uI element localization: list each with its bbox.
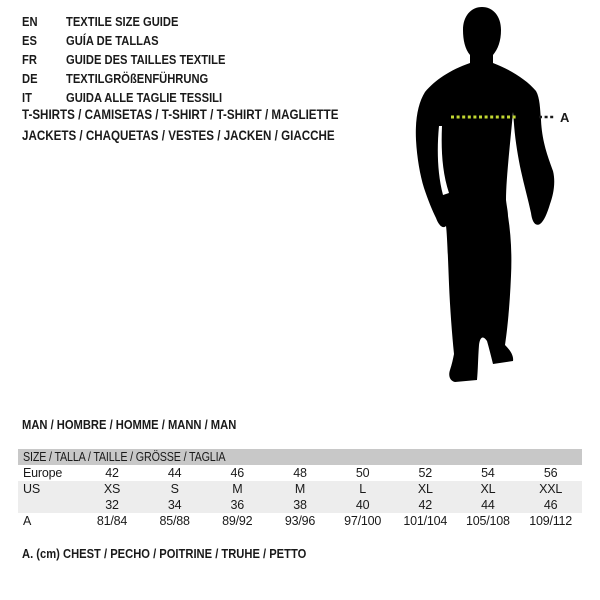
lang-row-en (22, 12, 251, 31)
lang-code-en: EN (22, 14, 38, 29)
cell-europe-8: 56 (543, 466, 558, 480)
table-row-us (18, 481, 582, 497)
cell-num-5: 40 (355, 498, 370, 512)
cell-a-6: 101/104 (403, 514, 448, 528)
cell-a-2: 85/88 (159, 514, 190, 528)
category-line-tshirts: T-SHIRTS / CAMISETAS / T-SHIRT / T-SHIRT / MAGLIETTE (22, 107, 339, 122)
cell-num-8: 46 (543, 498, 558, 512)
cell-us-1: XS (103, 482, 121, 496)
cell-us-2: S (170, 482, 179, 496)
cell-us-5: L (359, 482, 366, 496)
cell-us-6: XL (417, 482, 433, 496)
row-label-us: US (23, 482, 40, 496)
cell-us-4: M (294, 482, 306, 496)
lang-code-es: ES (22, 33, 37, 48)
cell-europe-2: 44 (167, 466, 182, 480)
cell-a-7: 105/108 (466, 514, 510, 528)
lang-code-fr: FR (22, 52, 37, 67)
cell-num-4: 38 (293, 498, 307, 512)
footnote-text: A. (cm) CHEST / PECHO / POITRINE / TRUHE / PETTO (22, 546, 307, 561)
cell-us-7: XL (480, 482, 496, 496)
size-guide-figure (395, 0, 575, 400)
size-table-header: SIZE / TALLA / TAILLE / GRÖSSE / TAGLIA (23, 450, 226, 464)
table-row-europe (18, 465, 582, 481)
category-line-jackets: JACKETS / CHAQUETAS / VESTES / JACKEN / GIACCHE (22, 128, 335, 143)
lang-row-de (22, 69, 251, 88)
cell-europe-6: 52 (418, 466, 433, 480)
lang-label-en: TEXTILE SIZE GUIDE (66, 14, 179, 29)
section-title-man (22, 417, 271, 432)
section-title-text: MAN / HOMBRE / HOMME / MANN / MAN (22, 417, 237, 432)
cell-num-7: 44 (481, 498, 495, 512)
lang-label-es: GUÍA DE TALLAS (66, 33, 159, 48)
cell-num-6: 42 (418, 498, 433, 512)
table-row-numeric (18, 497, 582, 513)
man-silhouette (416, 7, 554, 382)
lang-label-it: GUIDA ALLE TAGLIE TESSILI (66, 90, 223, 105)
cell-us-3: M (232, 482, 243, 496)
cell-num-1: 32 (105, 498, 119, 512)
category-headings (22, 104, 390, 146)
cell-num-2: 34 (167, 498, 182, 512)
cell-europe-7: 54 (481, 466, 495, 480)
cell-a-5: 97/100 (344, 514, 382, 528)
cell-a-3: 89/92 (222, 514, 253, 528)
measure-label-a: A (560, 110, 570, 125)
lang-label-de: TEXTILGRÖßENFÜHRUNG (66, 71, 209, 86)
cell-a-4: 93/96 (284, 514, 316, 528)
row-label-a: A (23, 514, 32, 528)
lang-label-fr: GUIDE DES TAILLES TEXTILE (66, 52, 226, 67)
lang-code-de: DE (22, 71, 38, 86)
cell-europe-4: 48 (293, 466, 307, 480)
size-table-header-row (18, 449, 582, 465)
cell-europe-3: 46 (230, 466, 245, 480)
lang-code-it: IT (22, 90, 32, 105)
cell-europe-1: 42 (105, 466, 119, 480)
footnote-chest (22, 546, 353, 561)
cell-us-8: XXL (539, 482, 563, 496)
table-row-chest-a (18, 513, 582, 529)
row-label-europe: Europe (23, 466, 63, 480)
cell-europe-5: 50 (355, 466, 370, 480)
language-list (22, 12, 251, 107)
lang-row-fr (22, 50, 251, 69)
cell-a-1: 81/84 (96, 514, 128, 528)
lang-row-es (22, 31, 251, 50)
size-table (18, 449, 582, 529)
row-label-numeric (18, 497, 81, 513)
cell-num-3: 36 (230, 498, 245, 512)
cell-a-8: 109/112 (529, 514, 573, 528)
